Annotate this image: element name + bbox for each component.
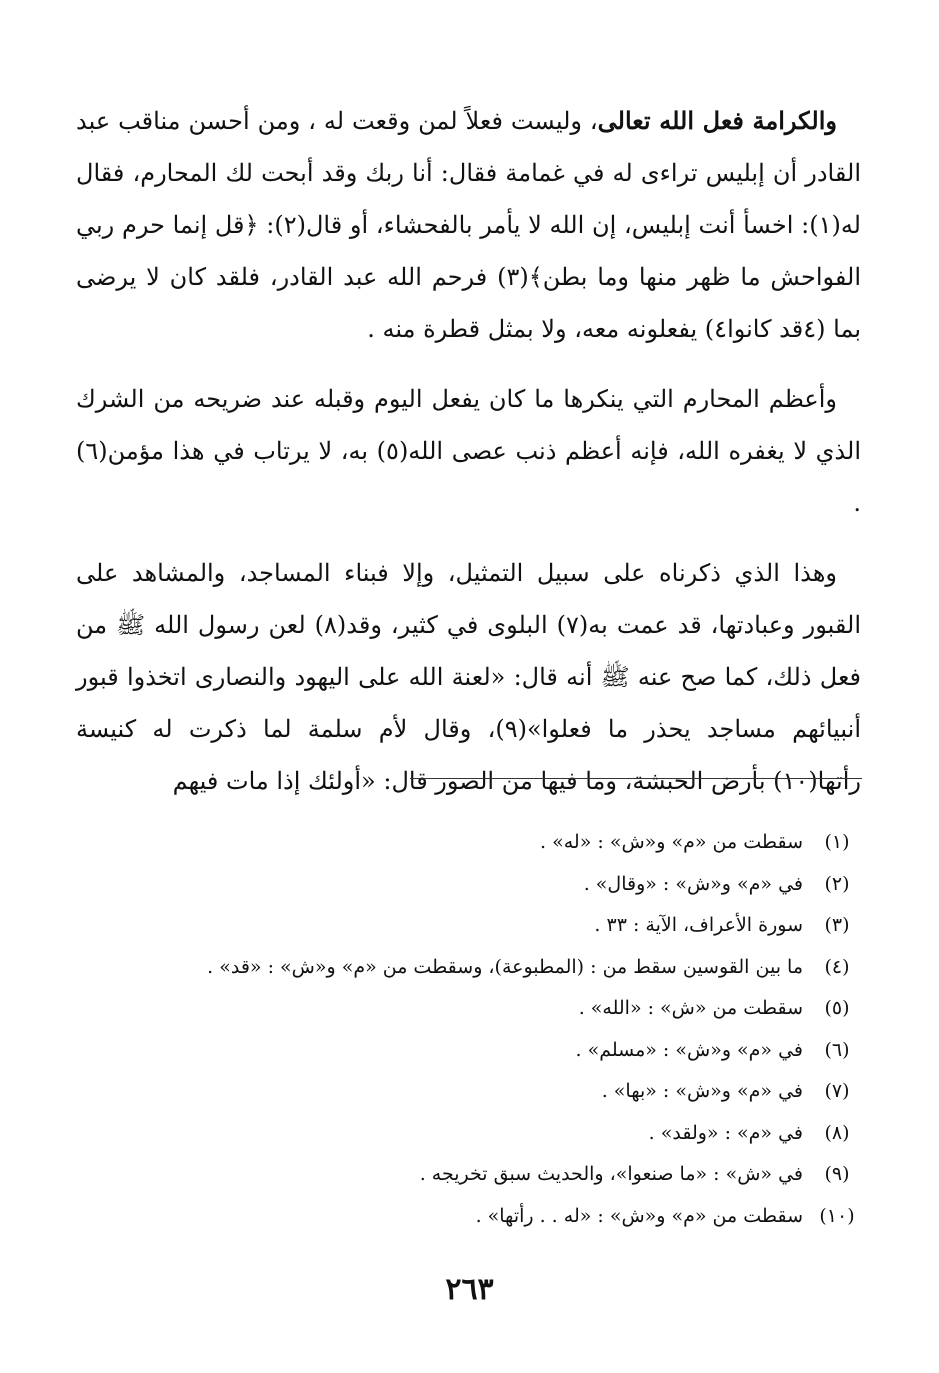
footnote-text: سورة الأعراف، الآية : ٣٣ . [594, 914, 803, 936]
footnote [76, 1030, 861, 1072]
footnote-text: في «م» و«ش» : «بها» . [601, 1080, 803, 1102]
paragraph-2: وأعظم المحارم التي ينكرها ما كان يفعل اليوم وقبله عند ضريحه من الشرك الذي لا يغفره الله، فإنه أعظم ذنب عصى الله(٥) به، لا يرتاب في هذا مؤمن(٦) . [76, 385, 861, 517]
footnote-text: سقطت من «ش» : «الله» . [578, 997, 803, 1019]
footnotes [76, 822, 861, 1237]
footnote [76, 864, 861, 906]
footnote [76, 1113, 861, 1155]
footnote-number: (١٠) [819, 1204, 855, 1227]
footnote-text: في «م» و«ش» : «مسلم» . [575, 1038, 803, 1061]
footnote-divider [410, 778, 862, 779]
paragraph-text: ، وليست فعلاً لمن وقعت له ، ومن أحسن مناقب عبد القادر أن إبليس تراءى له في غمامة فقال: أنا ربك وقد أبحت لك المحارم، فقال له(١): اخسأ أنت إبليس، إن الله لا يأمر بالفحشاء، أو قال(٢): ﴿قل إنما حرم ربي الفواحش ما ظهر منها وما بطن﴾(٣) فرحم الله عبد القادر، فلقد كان لا يرضى بما (٤قد كانوا٤) يفعلونه معه، ولا بمثل قطرة منه . [76, 107, 862, 343]
footnote-number: (٧) [824, 1080, 850, 1102]
footnote [76, 1154, 861, 1196]
footnote [76, 822, 861, 864]
footnote-number: (٨) [824, 1121, 850, 1144]
footnote-number: (٥) [824, 997, 850, 1019]
paragraph-lead: والكرامة فعل الله تعالى [597, 106, 837, 135]
footnote [76, 905, 861, 947]
footnote-number: (١) [824, 831, 850, 853]
footnote [76, 988, 861, 1030]
footnote-text: ما بين القوسين سقط من : (المطبوعة)، وسقطت من «م» و«ش» : «قد» . [207, 955, 803, 978]
paragraph-3: وهذا الذي ذكرناه على سبيل التمثيل، وإلا فبناء المساجد، والمشاهد على القبور وعبادتها، قد عمت به(٧) البلوى في كثير، وقد(٨) لعن رسول الله ﷺ من فعل ذلك، كما صح عنه ﷺ أنه قال: «لعنة الله على اليهود والنصارى اتخذوا قبور أنبيائهم مساجد يحذر ما فعلوا»(٩)، وقال لأم سلمة لما ذكرت له كنيسة رأتها(١٠) بأرض الحبشة، وما فيها من الصور قال: «أولئك إذا مات فيهم [76, 559, 861, 795]
footnote-text: سقطت من «م» و«ش» : «له . . رأتها» . [475, 1204, 803, 1227]
footnote-number: (٤) [824, 955, 850, 978]
footnote-number: (٩) [824, 1163, 850, 1185]
footnote [76, 947, 861, 989]
footnote-text: سقطت من «م» و«ش» : «له» . [540, 831, 803, 853]
footnote-text: في «ش» : «ما صنعوا»، والحديث سبق تخريجه . [419, 1163, 803, 1185]
footnote-number: (٢) [824, 872, 850, 895]
footnote-text: في «م» و«ش» : «وقال» . [583, 872, 803, 895]
page-number: ٢٦٣ [445, 1272, 494, 1307]
footnote-number: (٣) [824, 914, 850, 936]
paragraph-1 [76, 95, 861, 355]
footnote [76, 1196, 861, 1238]
footnote-number: (٦) [824, 1038, 850, 1061]
footnote [76, 1071, 861, 1113]
footnote-text: في «م» : «ولقد» . [648, 1121, 803, 1144]
main-text [76, 95, 861, 807]
